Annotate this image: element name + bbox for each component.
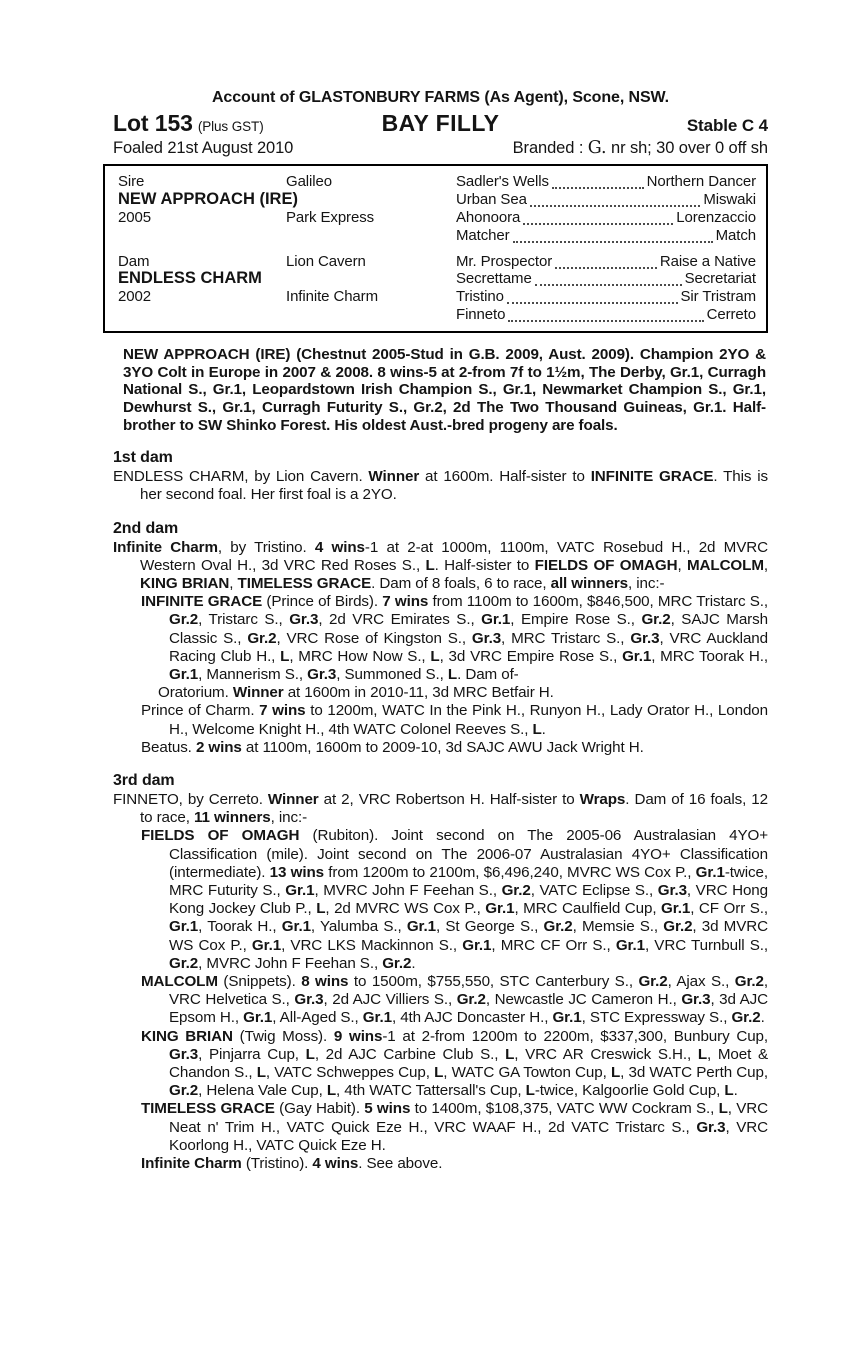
lot-title: BAY FILLY	[381, 110, 500, 136]
stable-number: Stable C 4	[686, 116, 769, 135]
entry-timeless-grace: TIMELESS GRACE (Gay Habit). 5 wins to 1400m, $108,375, VATC WW Cockram S., L, VRC Neat n' Trim H., VATC Quick Eze H., VRC WAAF H., 2d VATC Tristarc S., Gr.3, VRC Koorlong H., VATC Quick Eze H.	[141, 1100, 768, 1154]
dot-leader	[513, 227, 713, 243]
gen3-name: Ahonoora	[456, 208, 521, 226]
gen3-name: Tristino	[456, 288, 504, 306]
foaled-branded-line	[113, 138, 768, 158]
entry-fields-of-omagh: FIELDS OF OMAGH (Rubiton). Joint second on The 2005-06 Australasian 4YO+ Classification (mile). Joint second on The 2006-07 Australasian 4YO+ Classification (intermediate). 13 wins from 1200m to 2100m, $6,496,240, MVRC WS Cox P., Gr.1-twice, MRC Futurity S., Gr.1, MVRC John F Feehan S., Gr.2, VATC Eclipse S., Gr.3, VRC Hong Kong Jockey Club P., L, 2d MVRC WS Cox P., Gr.1, MRC Caulfield Cup, Gr.1, CF Orr S., Gr.1, Toorak H., Gr.1, Yalumba S., Gr.1, St George S., Gr.2, Memsie S., Gr.2, 3d MVRC WS Cox P., Gr.1, VRC LKS Mackinnon S., Gr.1, MRC CF Orr S., Gr.1, VRC Turnbull S., Gr.2, MVRC John F Feehan S., Gr.2.	[141, 827, 769, 972]
gen3-name: Miswaki	[703, 190, 756, 208]
brand-info	[513, 138, 768, 158]
plus-gst-label: (Plus GST)	[197, 119, 264, 134]
sire-column	[118, 173, 298, 245]
entry-oratorium: Oratorium. Winner at 1600m in 2010-11, 3d MRC Betfair H.	[158, 684, 554, 702]
pedigree-gen3-entry	[456, 306, 756, 324]
entry-king-brian: KING BRIAN (Twig Moss). 9 wins-1 at 2-from 1200m to 2200m, $337,300, Bunbury Cup, Gr.3, Pinjarra Cup, L, 2d AJC Carbine Club S., L, VRC AR Creswick S.H., L, Moet & Chandon S., L, VATC Schweppes Cup, L, WATC GA Towton Cup, L, 3d WATC Perth Cup, Gr.2, Helena Vale Cup, L, 4th WATC Tattersall's Cup, L-twice, Kalgoorlie Gold Cup, L.	[141, 1027, 769, 1100]
dot-leader	[555, 253, 657, 269]
page-content	[113, 88, 768, 1173]
lot-left	[113, 110, 382, 137]
gen3-name: Matcher	[456, 226, 510, 244]
pedigree-gen3-entry	[456, 270, 756, 288]
gen3-name: Finneto	[456, 306, 506, 324]
dam-mother: Infinite Charm	[286, 288, 378, 306]
dot-leader	[535, 270, 682, 286]
gen3-name: Lorenzaccio	[676, 208, 756, 226]
dam-year: 2002	[118, 288, 151, 306]
dot-leader	[523, 209, 673, 225]
entry-infinite-charm: Infinite Charm, by Tristino. 4 wins-1 at 2-at 1000m, 1100m, VATC Rosebud H., 2d MVRC Western Oval H., 3d VRC Red Roses S., L. Half-sister to FIELDS OF OMAGH, MALCOLM, KING BRIAN, TIMELESS GRACE. Dam of 8 foals, 6 to race, all winners, inc:-	[113, 538, 768, 592]
spacer	[286, 270, 456, 288]
sire-grandparents-column	[456, 173, 756, 245]
entry-malcolm: MALCOLM (Snippets). 8 wins to 1500m, $755,550, STC Canterbury S., Gr.2, Ajax S., Gr.2, VRC Helvetica S., Gr.3, 2d AJC Villiers S., Gr.2, Newcastle JC Cameron H., Gr.3, 3d AJC Epsom H., Gr.1, All-Aged S., Gr.1, 4th AJC Doncaster H., Gr.1, STC Expressway S., Gr.2.	[141, 972, 769, 1027]
lot-line	[113, 110, 768, 137]
pedigree-gen3-entry	[456, 227, 756, 245]
heading-1st-dam: 1st dam	[113, 449, 173, 467]
gen3-name: Northern Dancer	[646, 173, 756, 190]
gen3-name: Cerreto	[706, 306, 756, 324]
sire-year: 2005	[118, 208, 151, 226]
spacer	[118, 306, 286, 324]
pedigree-gen3-entry	[456, 191, 756, 209]
brand-mark: G.	[587, 138, 607, 158]
gen3-name: Secrettame	[456, 270, 532, 288]
pedigree-table	[103, 164, 768, 333]
entry-endless-charm: ENDLESS CHARM, by Lion Cavern. Winner at 1600m. Half-sister to INFINITE GRACE. This is her second foal. Her first foal is a 2YO.	[113, 468, 768, 504]
pedigree-gen3-entry	[456, 288, 756, 306]
spacer	[286, 306, 456, 324]
entry-infinite-grace: INFINITE GRACE (Prince of Birds). 7 wins from 1100m to 1600m, $846,500, MRC Tristarc S., Gr.2, Tristarc S., Gr.3, 2d VRC Emirates S., Gr.1, Empire Rose S., Gr.2, SAJC Marsh Classic S., Gr.2, VRC Rose of Kingston S., Gr.3, MRC Tristarc S., Gr.3, VRC Auckland Racing Club H., L, MRC How Now S., L, 3d VRC Empire Rose S., Gr.1, MRC Toorak H., Gr.1, Mannerism S., Gr.3, Summoned S., L. Dam of-	[141, 593, 769, 683]
dot-leader	[508, 306, 703, 322]
dot-leader	[530, 191, 701, 207]
sire-summary: NEW APPROACH (IRE) (Chestnut 2005-Stud in G.B. 2009, Aust. 2009). Champion 2YO & 3YO Colt in Europe in 2007 & 2008. 8 wins-5 at 2-from 7f to 1½m, The Derby, Gr.1, Curragh National S., Gr.1, Leopardstown Irish Champion S., Gr.1, Newmarket Champion S., Gr.1, Dewhurst S., Gr.1, Curragh Futurity S., Gr.2, 2d The Two Thousand Guineas, Gr.1. Half-brother to SW Shinko Forest. His oldest Aust.-bred progeny are foals.	[123, 346, 766, 434]
entry-finneto: FINNETO, by Cerreto. Winner at 2, VRC Robertson H. Half-sister to Wraps. Dam of 16 foals, 12 to race, 11 winners, inc:-	[113, 790, 768, 827]
gen3-name: Sir Tristram	[680, 288, 756, 306]
sire-name: NEW APPROACH (IRE)	[118, 189, 298, 208]
branded-suffix: nr sh; 30 over 0 off sh	[606, 139, 768, 157]
branded-prefix: Branded :	[512, 139, 588, 157]
gen3-name: Urban Sea	[456, 190, 527, 208]
pedigree-gen3-entry	[456, 253, 756, 271]
spacer	[286, 191, 456, 209]
gen3-name: Raise a Native	[659, 252, 756, 270]
pedigree-sire-row	[118, 173, 756, 245]
entry-prince-of-charm: Prince of Charm. 7 wins to 1200m, WATC In the Pink H., Runyon H., Lady Orator H., London H., Welcome Knight H., 4th WATC Colonel Reeves S., L.	[141, 702, 769, 738]
dam-name: ENDLESS CHARM	[118, 269, 262, 288]
gen3-name: Match	[715, 226, 756, 244]
sire-mother: Park Express	[286, 208, 374, 226]
dam-column	[118, 253, 286, 325]
spacer	[286, 227, 456, 245]
dot-leader	[552, 173, 644, 189]
gen3-name: Mr. Prospector	[456, 252, 553, 270]
lot-number: Lot 153	[113, 110, 193, 136]
sire-parents-column	[286, 173, 456, 245]
pedigree-gen3-entry	[456, 209, 756, 227]
dam-father: Lion Cavern	[286, 252, 366, 270]
entry-beatus: Beatus. 2 wins at 1100m, 1600m to 2009-10, 3d SAJC AWU Jack Wright H.	[141, 738, 644, 756]
gen3-name: Sadler's Wells	[456, 173, 549, 190]
dam-grandparents-column	[456, 253, 756, 325]
foaled-date: Foaled 21st August 2010	[113, 139, 294, 157]
dot-leader	[507, 288, 678, 304]
pedigree-dam-row	[118, 253, 756, 325]
spacer	[118, 227, 286, 245]
pedigree-gen3-entry	[456, 173, 756, 191]
dam-label: Dam	[118, 252, 150, 270]
sire-father: Galileo	[286, 173, 332, 190]
dam-parents-column	[286, 253, 456, 325]
heading-2nd-dam: 2nd dam	[113, 519, 179, 537]
sire-label: Sire	[118, 173, 145, 190]
account-line: Account of GLASTONBURY FARMS (As Agent), Scone, NSW.	[211, 89, 670, 106]
heading-3rd-dam: 3rd dam	[113, 771, 175, 789]
gen3-name: Secretariat	[684, 270, 756, 288]
entry-infinite-charm-ref: Infinite Charm (Tristino). 4 wins. See above.	[141, 1155, 443, 1172]
